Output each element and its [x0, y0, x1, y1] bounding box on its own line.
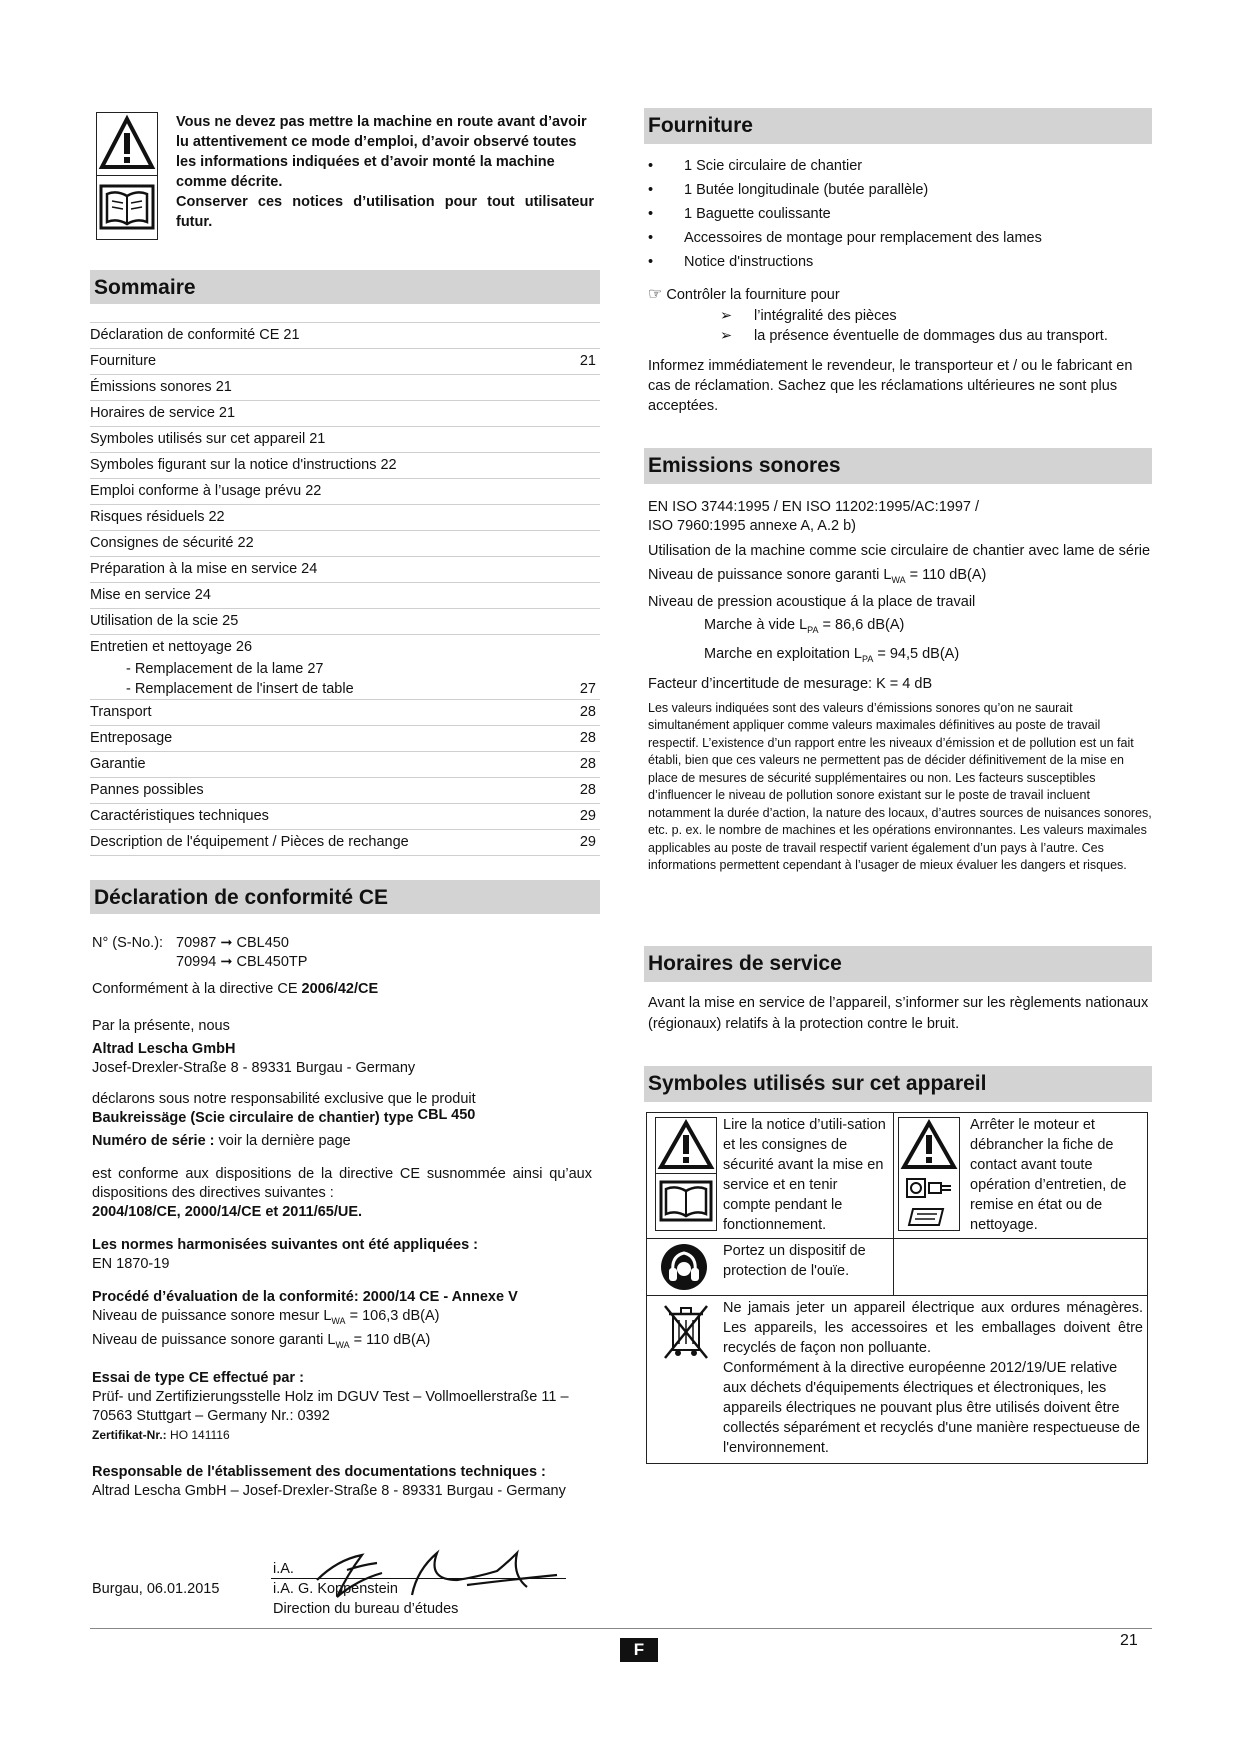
- symbol-cell-empty: [894, 1239, 1147, 1296]
- toc-label: Garantie: [90, 756, 146, 772]
- warning-icons: [96, 112, 158, 240]
- toc-page: [596, 505, 600, 530]
- toc-label: Entretien et nettoyage 26: [90, 639, 253, 655]
- fourniture-list: [648, 154, 1152, 274]
- product-line: [92, 1109, 592, 1128]
- language-badge: F: [620, 1638, 658, 1662]
- toc-row: [90, 609, 600, 635]
- directives-list: 2004/108/CE, 2000/14/CE et 2011/65/UE.: [92, 1204, 363, 1220]
- toc-page: [596, 635, 600, 660]
- toc-label: Symboles figurant sur la notice d'instructions 22: [90, 457, 397, 473]
- toc-page: 28: [579, 782, 596, 798]
- procedure-line-1: [92, 1307, 592, 1331]
- check-item: [720, 326, 1152, 346]
- sno-1: 70987 ➞ CBL450: [176, 935, 289, 951]
- proc2-b: = 110 dB(A): [349, 1331, 431, 1348]
- toc-label: Émissions sonores 21: [90, 379, 232, 395]
- toc-row: [90, 726, 600, 752]
- toc-row: [90, 635, 600, 660]
- sommaire-header: Sommaire: [90, 270, 600, 304]
- sommaire-list: [90, 322, 600, 856]
- arrow-bullet-icon: ➢: [720, 328, 733, 344]
- proc1-b: = 106,3 dB(A): [345, 1308, 440, 1324]
- warning-triangle-icon: [656, 1118, 716, 1174]
- toc-page: 28: [579, 704, 596, 720]
- essai-line-2: 70563 Stuttgart – Germany Nr.: 0392: [92, 1407, 330, 1424]
- ia-1: i.A.: [273, 1561, 294, 1577]
- symbol-text-weee-2: Conformément à la directive européenne 2012/19/UE relative aux déchets d'équipements électriques et électroniques, les appareils électriques ne pouvant plus être utilisés doivent être collectés séparément et recyclés d'une manière respectueuse de l'environnement.: [723, 1360, 1141, 1456]
- toc-page: 27: [579, 681, 596, 697]
- toc-page: 29: [579, 834, 596, 850]
- toc-row: [90, 804, 600, 830]
- warning-text: [176, 112, 594, 232]
- responsible-title: Responsable de l'établissement des documentations techniques :: [92, 1463, 546, 1480]
- warning-text-main: Vous ne devez pas mettre la machine en route avant d’avoir lu attentivement ce mode d’emploi, d’avoir observé toutes les informations indiquées et d’avoir monté la machine comme décrite.: [176, 114, 587, 190]
- power-b: = 110 dB(A): [905, 567, 987, 583]
- toc-row: [90, 479, 600, 505]
- norms-value: EN 1870-19: [92, 1256, 170, 1272]
- arrow-bullet-icon: ➢: [720, 308, 733, 324]
- toc-page: [596, 557, 600, 582]
- toc-label: Risques résiduels 22: [90, 509, 225, 525]
- idle-b: = 86,6 dB(A): [818, 616, 905, 633]
- toc-page: [596, 531, 600, 556]
- symboles-header: Symboles utilisés sur cet appareil: [644, 1066, 1152, 1102]
- list-item: • Accessoires de montage pour remplacement des lames: [648, 226, 1152, 250]
- power-a: Niveau de puissance sonore garanti L: [648, 567, 892, 583]
- toc-row: [90, 375, 600, 401]
- toc-label: Pannes possibles: [90, 782, 204, 798]
- check-list: [648, 306, 1152, 346]
- serial-label: Numéro de série :: [92, 1133, 215, 1149]
- essai-line-1: Prüf- und Zertifizierungsstelle Holz im DGUV Test – Vollmoellerstraße 11 –: [92, 1388, 569, 1405]
- par-text: Par la présente, nous: [92, 1018, 230, 1034]
- symbol-text-weee-1: Ne jamais jeter un appareil électrique aux ordures ménagères. Les appareils, les accessoires et les emballages doivent être recyclés de façon non polluante.: [723, 1300, 1143, 1356]
- crossed-bin-icon: [661, 1302, 711, 1364]
- symbol-cell-weee: [647, 1296, 1147, 1463]
- norms-title: Les normes harmonisées suivantes ont été appliquées :: [92, 1237, 478, 1253]
- signer-role: Direction du bureau d’études: [273, 1601, 459, 1617]
- work-a: Marche en exploitation L: [704, 645, 862, 662]
- toc-label: Fourniture: [90, 353, 157, 369]
- sno-2: 70994 ➞ CBL450TP: [176, 954, 308, 970]
- work-line: [648, 642, 1152, 671]
- toc-label: Transport: [90, 704, 152, 720]
- toc-page: [596, 401, 600, 426]
- declaration-body: [92, 934, 592, 1501]
- toc-row: [90, 557, 600, 583]
- serial-text: voir la dernière page: [214, 1133, 351, 1149]
- symbols-table: [646, 1112, 1148, 1464]
- page-number: 21: [1120, 1632, 1138, 1649]
- directive-line: [92, 980, 592, 999]
- toc-page: 21: [579, 353, 596, 369]
- power-sub: WA: [891, 574, 906, 585]
- symbol-text-unplug: Arrêter le moteur et débrancher la fiche de contact avant toute opération d’entretien, de remise en état ou de nettoyage.: [970, 1117, 1127, 1233]
- symbol-cell-ear: [647, 1239, 894, 1296]
- emissions-body: [648, 498, 1152, 875]
- toc-page: [596, 323, 600, 348]
- footer-rule: [90, 1628, 1152, 1629]
- company-name: Altrad Lescha GmbH: [92, 1041, 236, 1057]
- std-line-1: EN ISO 3744:1995 / EN ISO 11202:1995/AC:1997 /: [648, 499, 980, 515]
- toc-page: [596, 609, 600, 634]
- factor-line: Facteur d’incertitude de mesurage: K = 4 dB: [648, 675, 933, 692]
- directive-prefix: Conformément à la directive CE: [92, 981, 302, 997]
- toc-label: Emploi conforme à l’usage prévu 22: [90, 483, 322, 499]
- toc-label: Caractéristiques techniques: [90, 808, 269, 824]
- proc2-a: Niveau de puissance sonore garanti L: [92, 1331, 336, 1348]
- warning-triangle-icon: [899, 1118, 959, 1173]
- toc-row: [90, 660, 600, 679]
- directive-number: 2006/42/CE: [301, 981, 379, 997]
- toc-row: [90, 453, 600, 479]
- check-line: [648, 284, 1152, 306]
- fourniture-body: [648, 154, 1152, 416]
- toc-page: [596, 479, 600, 504]
- procedure-title: Procédé d’évaluation de la conformité: 2000/14 CE - Annexe V: [92, 1289, 518, 1305]
- essai-title: Essai de type CE effectué par :: [92, 1369, 304, 1386]
- fourniture-header: Fourniture: [644, 108, 1152, 144]
- toc-page: [596, 583, 600, 608]
- toc-label: - Remplacement de la lame 27: [126, 661, 324, 677]
- work-b: = 94,5 dB(A): [873, 645, 960, 662]
- signature-block: [92, 1555, 602, 1625]
- toc-label: Symboles utilisés sur cet appareil 21: [90, 431, 326, 447]
- check-item-text: l’intégralité des pièces: [754, 308, 897, 324]
- symbol-text-manual: Lire la notice d’utili-sation et les consignes de sécurité avant la mise en service et en tenir compte pendant le fonctionnement.: [723, 1117, 886, 1233]
- toc-row: [90, 778, 600, 804]
- ear-protection-icon: [659, 1242, 709, 1292]
- toc-page: [596, 453, 600, 478]
- declaration-header: Déclaration de conformité CE: [90, 880, 600, 914]
- handwritten-signature: [307, 1535, 567, 1605]
- warning-triangle-icon: [97, 113, 157, 176]
- cert-number: HO 141116: [166, 1427, 230, 1442]
- toc-label: Utilisation de la scie 25: [90, 613, 239, 629]
- symbol-cell-manual: [647, 1113, 894, 1239]
- toc-page: [596, 427, 600, 452]
- idle-sub: PA: [807, 624, 819, 635]
- manual-book-icon: [97, 176, 157, 238]
- toc-row: [90, 700, 600, 726]
- toc-label: - Remplacement de l'insert de table: [126, 681, 354, 697]
- toc-label: Description de l'équipement / Pièces de rechange: [90, 834, 409, 850]
- toc-label: Préparation à la mise en service 24: [90, 561, 318, 577]
- toc-page: 28: [579, 730, 596, 746]
- idle-line: [648, 613, 1152, 642]
- responsible-text: Altrad Lescha GmbH – Josef-Drexler-Straße 8 - 89331 Burgau - Germany: [92, 1482, 566, 1499]
- proc1-sub: WA: [331, 1315, 346, 1326]
- toc-row: [90, 583, 600, 609]
- horaires-header: Horaires de service: [644, 946, 1152, 982]
- cert-line: [92, 1426, 592, 1445]
- conform-text: est conforme aux dispositions de la directive CE susnommée ainsi qu’aux dispositions des directives suivantes :: [92, 1166, 592, 1201]
- declare-text: déclarons sous notre responsabilité exclusive que le produit: [92, 1091, 476, 1107]
- ia-2: i.A. G. Koppenstein: [273, 1581, 398, 1597]
- work-sub: PA: [862, 653, 874, 664]
- proc1-a: Niveau de puissance sonore mesur L: [92, 1308, 332, 1324]
- product-name: Baukreissäge (Scie circulaire de chantier) type: [92, 1110, 414, 1126]
- toc-row: [90, 679, 600, 700]
- toc-row: [90, 401, 600, 427]
- toc-row: [90, 349, 600, 375]
- serial-line: [92, 1132, 592, 1151]
- manual-book-icon: [656, 1174, 716, 1229]
- idle-a: Marche à vide L: [704, 616, 808, 633]
- manual-book-icon: [899, 1203, 959, 1229]
- procedure-line-2: [92, 1331, 592, 1355]
- company-address: Josef-Drexler-Straße 8 - 89331 Burgau - Germany: [92, 1060, 416, 1076]
- toc-page: 29: [579, 808, 596, 824]
- toc-label: Horaires de service 21: [90, 405, 236, 421]
- place-date: Burgau, 06.01.2015: [92, 1581, 220, 1597]
- toc-row: [90, 830, 600, 856]
- toc-page: [596, 660, 600, 679]
- power-line: [648, 564, 1152, 591]
- list-item: • 1 Scie circulaire de chantier: [648, 154, 1152, 178]
- unplug-icon: [899, 1173, 959, 1203]
- std-line-2: ISO 7960:1995 annexe A, A.2 b): [648, 518, 856, 534]
- toc-label: Déclaration de conformité CE 21: [90, 327, 300, 343]
- list-item: • 1 Baguette coulissante: [648, 202, 1152, 226]
- toc-row: [90, 505, 600, 531]
- toc-label: Mise en service 24: [90, 587, 211, 603]
- inform-text: Informez immédiatement le revendeur, le transporteur et / ou le fabricant en cas de réclamation. Sachez que les réclamations ultérieures ne sont plus acceptées.: [648, 358, 1133, 414]
- horaires-text: Avant la mise en service de l’appareil, s’informer sur les règlements nationaux (régionaux) relatifs à la protection contre le bruit.: [648, 995, 1149, 1032]
- sno-label: N° (S-No.):: [92, 935, 164, 951]
- toc-label: Entreposage: [90, 730, 173, 746]
- emissions-note: Les valeurs indiquées sont des valeurs d’émissions sonores qu’on ne saurait simultanément appliquer comme valeurs maximales définitives au poste de travail respectif. L’existence d’un rapport entre les niveaux d’émission et de pollution est un fait établi, bien que ces valeurs ne permettent pas de décider définitivement de la mise en place de mesures de sécurité supplémentaires ou non. Les facteurs susceptibles d’influencer le niveau de pollution sonore existant sur le poste de travail incluent notamment la durée d’action, la nature des locaux, d’autres sources de nuisances sonores, etc. p. ex. le nombre de machines et les opérations environnantes. Les valeurs maximales applicables au poste de travail respectif varient également d’un pays à l’autre. Ces informations permettent cependant à l’usager de mieux évaluer les dangers et risques.: [648, 700, 1152, 873]
- list-item: • 1 Butée longitudinale (butée parallèle): [648, 178, 1152, 202]
- symbol-cell-unplug: [894, 1113, 1147, 1239]
- symbol-text-ear: Portez un dispositif de protection de l'ouïe.: [723, 1243, 866, 1279]
- toc-page: [596, 375, 600, 400]
- proc2-sub: WA: [335, 1339, 350, 1350]
- toc-row: [90, 323, 600, 349]
- pointing-hand-icon: ☞: [648, 286, 663, 303]
- toc-page: 28: [579, 756, 596, 772]
- product-type: CBL 450: [417, 1107, 476, 1123]
- toc-label: Consignes de sécurité 22: [90, 535, 254, 551]
- toc-row: [90, 531, 600, 557]
- check-text: Contrôler la fourniture pour: [666, 287, 840, 303]
- check-item: [720, 306, 1152, 326]
- check-item-text: la présence éventuelle de dommages dus au transport.: [754, 328, 1108, 344]
- toc-row: [90, 427, 600, 453]
- cert-label: Zertifikat-Nr.:: [92, 1427, 167, 1442]
- toc-row: [90, 752, 600, 778]
- list-item: • Notice d'instructions: [648, 250, 1152, 274]
- emissions-header: Emissions sonores: [644, 448, 1152, 484]
- usage-text: Utilisation de la machine comme scie circulaire de chantier avec lame de série: [648, 543, 1151, 559]
- warning-text-keep: Conserver ces notices d’utilisation pour tout utilisateur futur.: [176, 194, 594, 230]
- pressure-line: Niveau de pression acoustique á la place de travail: [648, 593, 976, 610]
